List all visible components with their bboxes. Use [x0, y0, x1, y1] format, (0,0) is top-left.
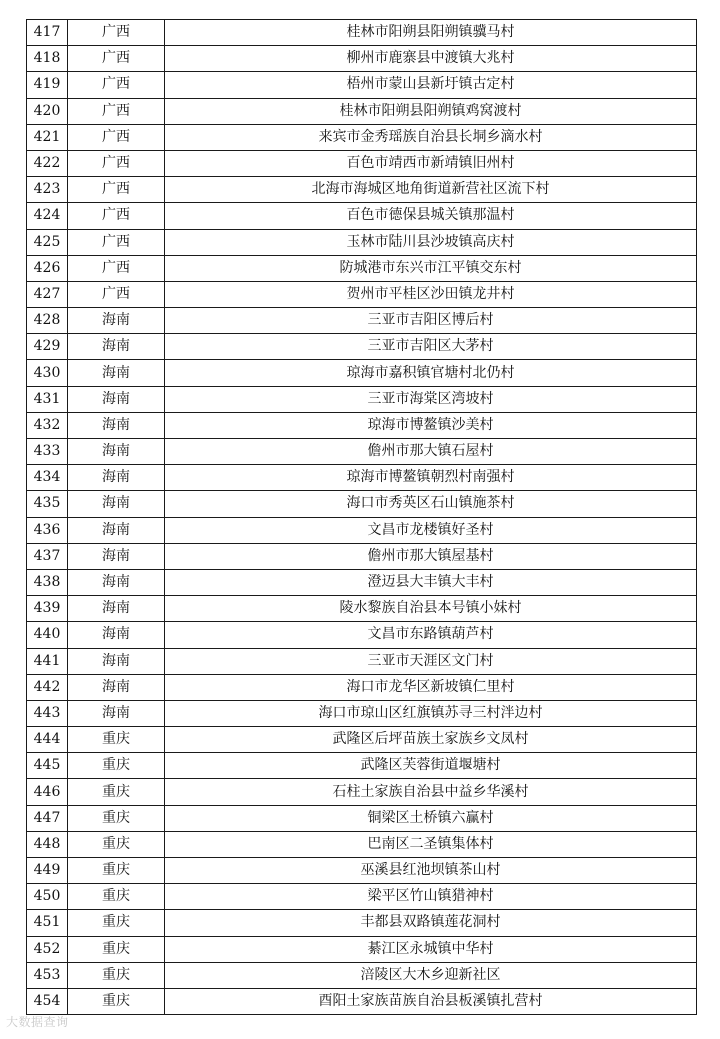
table-row [27, 491, 697, 517]
province-cell: 海南 [68, 491, 165, 517]
row-number-cell: 442 [27, 674, 68, 700]
table-row [27, 648, 697, 674]
province-cell: 广西 [68, 281, 165, 307]
table-row [27, 962, 697, 988]
village-name-cell: 玉林市陆川县沙坡镇高庆村 [165, 229, 697, 255]
province-cell: 重庆 [68, 962, 165, 988]
table-row [27, 569, 697, 595]
table-row [27, 203, 697, 229]
province-cell: 海南 [68, 648, 165, 674]
province-cell: 海南 [68, 543, 165, 569]
village-name-cell: 涪陵区大木乡迎新社区 [165, 962, 697, 988]
table-row [27, 255, 697, 281]
province-cell: 海南 [68, 412, 165, 438]
village-list-table [26, 19, 697, 1015]
village-name-cell: 贺州市平桂区沙田镇龙井村 [165, 281, 697, 307]
province-cell: 海南 [68, 439, 165, 465]
row-number-cell: 445 [27, 753, 68, 779]
village-name-cell: 桂林市阳朔县阳朔镇骥马村 [165, 20, 697, 46]
province-cell: 海南 [68, 334, 165, 360]
province-cell: 广西 [68, 20, 165, 46]
row-number-cell: 433 [27, 439, 68, 465]
row-number-cell: 424 [27, 203, 68, 229]
province-cell: 重庆 [68, 727, 165, 753]
row-number-cell: 439 [27, 596, 68, 622]
village-name-cell: 百色市靖西市新靖镇旧州村 [165, 150, 697, 176]
village-name-cell: 綦江区永城镇中华村 [165, 936, 697, 962]
table-row [27, 308, 697, 334]
row-number-cell: 454 [27, 988, 68, 1014]
province-cell: 海南 [68, 596, 165, 622]
province-cell: 广西 [68, 177, 165, 203]
village-name-cell: 巴南区二圣镇集体村 [165, 831, 697, 857]
village-name-cell: 巫溪县红池坝镇茶山村 [165, 858, 697, 884]
row-number-cell: 441 [27, 648, 68, 674]
village-name-cell: 三亚市海棠区湾坡村 [165, 386, 697, 412]
table-row [27, 543, 697, 569]
village-name-cell: 三亚市吉阳区大茅村 [165, 334, 697, 360]
province-cell: 广西 [68, 150, 165, 176]
village-name-cell: 酉阳土家族苗族自治县板溪镇扎营村 [165, 988, 697, 1014]
row-number-cell: 434 [27, 465, 68, 491]
table-row [27, 858, 697, 884]
province-cell: 海南 [68, 465, 165, 491]
village-name-cell: 北海市海城区地角街道新营社区流下村 [165, 177, 697, 203]
village-name-cell: 陵水黎族自治县本号镇小妹村 [165, 596, 697, 622]
row-number-cell: 438 [27, 569, 68, 595]
village-name-cell: 来宾市金秀瑶族自治县长垌乡滴水村 [165, 124, 697, 150]
province-cell: 广西 [68, 124, 165, 150]
province-cell: 重庆 [68, 831, 165, 857]
province-cell: 海南 [68, 569, 165, 595]
row-number-cell: 452 [27, 936, 68, 962]
table-row [27, 229, 697, 255]
row-number-cell: 437 [27, 543, 68, 569]
table-row [27, 727, 697, 753]
row-number-cell: 446 [27, 779, 68, 805]
table-row [27, 910, 697, 936]
village-name-cell: 百色市德保县城关镇那温村 [165, 203, 697, 229]
village-name-cell: 儋州市那大镇石屋村 [165, 439, 697, 465]
village-name-cell: 梁平区竹山镇猎神村 [165, 884, 697, 910]
table-row [27, 517, 697, 543]
row-number-cell: 430 [27, 360, 68, 386]
table-row [27, 46, 697, 72]
table-row [27, 753, 697, 779]
row-number-cell: 429 [27, 334, 68, 360]
row-number-cell: 431 [27, 386, 68, 412]
province-cell: 海南 [68, 674, 165, 700]
village-name-cell: 海口市龙华区新坡镇仁里村 [165, 674, 697, 700]
row-number-cell: 448 [27, 831, 68, 857]
province-cell: 海南 [68, 517, 165, 543]
province-cell: 广西 [68, 98, 165, 124]
table-row [27, 674, 697, 700]
table-row [27, 124, 697, 150]
row-number-cell: 426 [27, 255, 68, 281]
table-row [27, 779, 697, 805]
row-number-cell: 423 [27, 177, 68, 203]
province-cell: 重庆 [68, 884, 165, 910]
row-number-cell: 450 [27, 884, 68, 910]
row-number-cell: 436 [27, 517, 68, 543]
table-row [27, 700, 697, 726]
village-name-cell: 文昌市东路镇葫芦村 [165, 622, 697, 648]
table-row [27, 98, 697, 124]
province-cell: 广西 [68, 203, 165, 229]
village-name-cell: 三亚市吉阳区博后村 [165, 308, 697, 334]
village-name-cell: 海口市秀英区石山镇施茶村 [165, 491, 697, 517]
row-number-cell: 443 [27, 700, 68, 726]
province-cell: 广西 [68, 46, 165, 72]
row-number-cell: 418 [27, 46, 68, 72]
province-cell: 重庆 [68, 910, 165, 936]
table-row [27, 360, 697, 386]
table-row [27, 439, 697, 465]
row-number-cell: 422 [27, 150, 68, 176]
village-name-cell: 琼海市博鳌镇朝烈村南强村 [165, 465, 697, 491]
province-cell: 重庆 [68, 753, 165, 779]
table-row [27, 386, 697, 412]
province-cell: 重庆 [68, 988, 165, 1014]
row-number-cell: 427 [27, 281, 68, 307]
row-number-cell: 447 [27, 805, 68, 831]
province-cell: 重庆 [68, 779, 165, 805]
village-name-cell: 桂林市阳朔县阳朔镇鸡窝渡村 [165, 98, 697, 124]
table-row [27, 622, 697, 648]
row-number-cell: 435 [27, 491, 68, 517]
table-row [27, 884, 697, 910]
table-row [27, 412, 697, 438]
village-name-cell: 石柱土家族自治县中益乡华溪村 [165, 779, 697, 805]
village-name-cell: 武隆区后坪苗族土家族乡文凤村 [165, 727, 697, 753]
province-cell: 海南 [68, 700, 165, 726]
province-cell: 海南 [68, 360, 165, 386]
row-number-cell: 417 [27, 20, 68, 46]
watermark-text: 大数据查询 [6, 1015, 69, 1029]
village-name-cell: 丰都县双路镇莲花洞村 [165, 910, 697, 936]
table-row [27, 805, 697, 831]
table-row [27, 465, 697, 491]
province-cell: 广西 [68, 255, 165, 281]
row-number-cell: 425 [27, 229, 68, 255]
table-row [27, 72, 697, 98]
village-name-cell: 防城港市东兴市江平镇交东村 [165, 255, 697, 281]
village-name-cell: 三亚市天涯区文门村 [165, 648, 697, 674]
village-table-body [27, 20, 697, 1015]
province-cell: 广西 [68, 229, 165, 255]
village-name-cell: 儋州市那大镇屋基村 [165, 543, 697, 569]
table-row [27, 281, 697, 307]
table-row [27, 334, 697, 360]
province-cell: 海南 [68, 308, 165, 334]
table-row [27, 988, 697, 1014]
row-number-cell: 444 [27, 727, 68, 753]
table-row [27, 596, 697, 622]
row-number-cell: 421 [27, 124, 68, 150]
row-number-cell: 420 [27, 98, 68, 124]
table-row [27, 177, 697, 203]
row-number-cell: 453 [27, 962, 68, 988]
province-cell: 重庆 [68, 858, 165, 884]
table-row [27, 831, 697, 857]
row-number-cell: 440 [27, 622, 68, 648]
village-name-cell: 澄迈县大丰镇大丰村 [165, 569, 697, 595]
village-name-cell: 海口市琼山区红旗镇苏寻三村泮边村 [165, 700, 697, 726]
province-cell: 广西 [68, 72, 165, 98]
village-name-cell: 铜梁区土桥镇六赢村 [165, 805, 697, 831]
province-cell: 重庆 [68, 936, 165, 962]
village-name-cell: 琼海市博鳌镇沙美村 [165, 412, 697, 438]
province-cell: 海南 [68, 622, 165, 648]
table-row [27, 20, 697, 46]
village-name-cell: 琼海市嘉积镇官塘村北仍村 [165, 360, 697, 386]
row-number-cell: 432 [27, 412, 68, 438]
province-cell: 海南 [68, 386, 165, 412]
village-name-cell: 文昌市龙楼镇好圣村 [165, 517, 697, 543]
table-row [27, 936, 697, 962]
row-number-cell: 449 [27, 858, 68, 884]
row-number-cell: 428 [27, 308, 68, 334]
village-name-cell: 武隆区芙蓉街道堰塘村 [165, 753, 697, 779]
table-row [27, 150, 697, 176]
province-cell: 重庆 [68, 805, 165, 831]
row-number-cell: 451 [27, 910, 68, 936]
row-number-cell: 419 [27, 72, 68, 98]
village-name-cell: 柳州市鹿寨县中渡镇大兆村 [165, 46, 697, 72]
village-name-cell: 梧州市蒙山县新圩镇古定村 [165, 72, 697, 98]
